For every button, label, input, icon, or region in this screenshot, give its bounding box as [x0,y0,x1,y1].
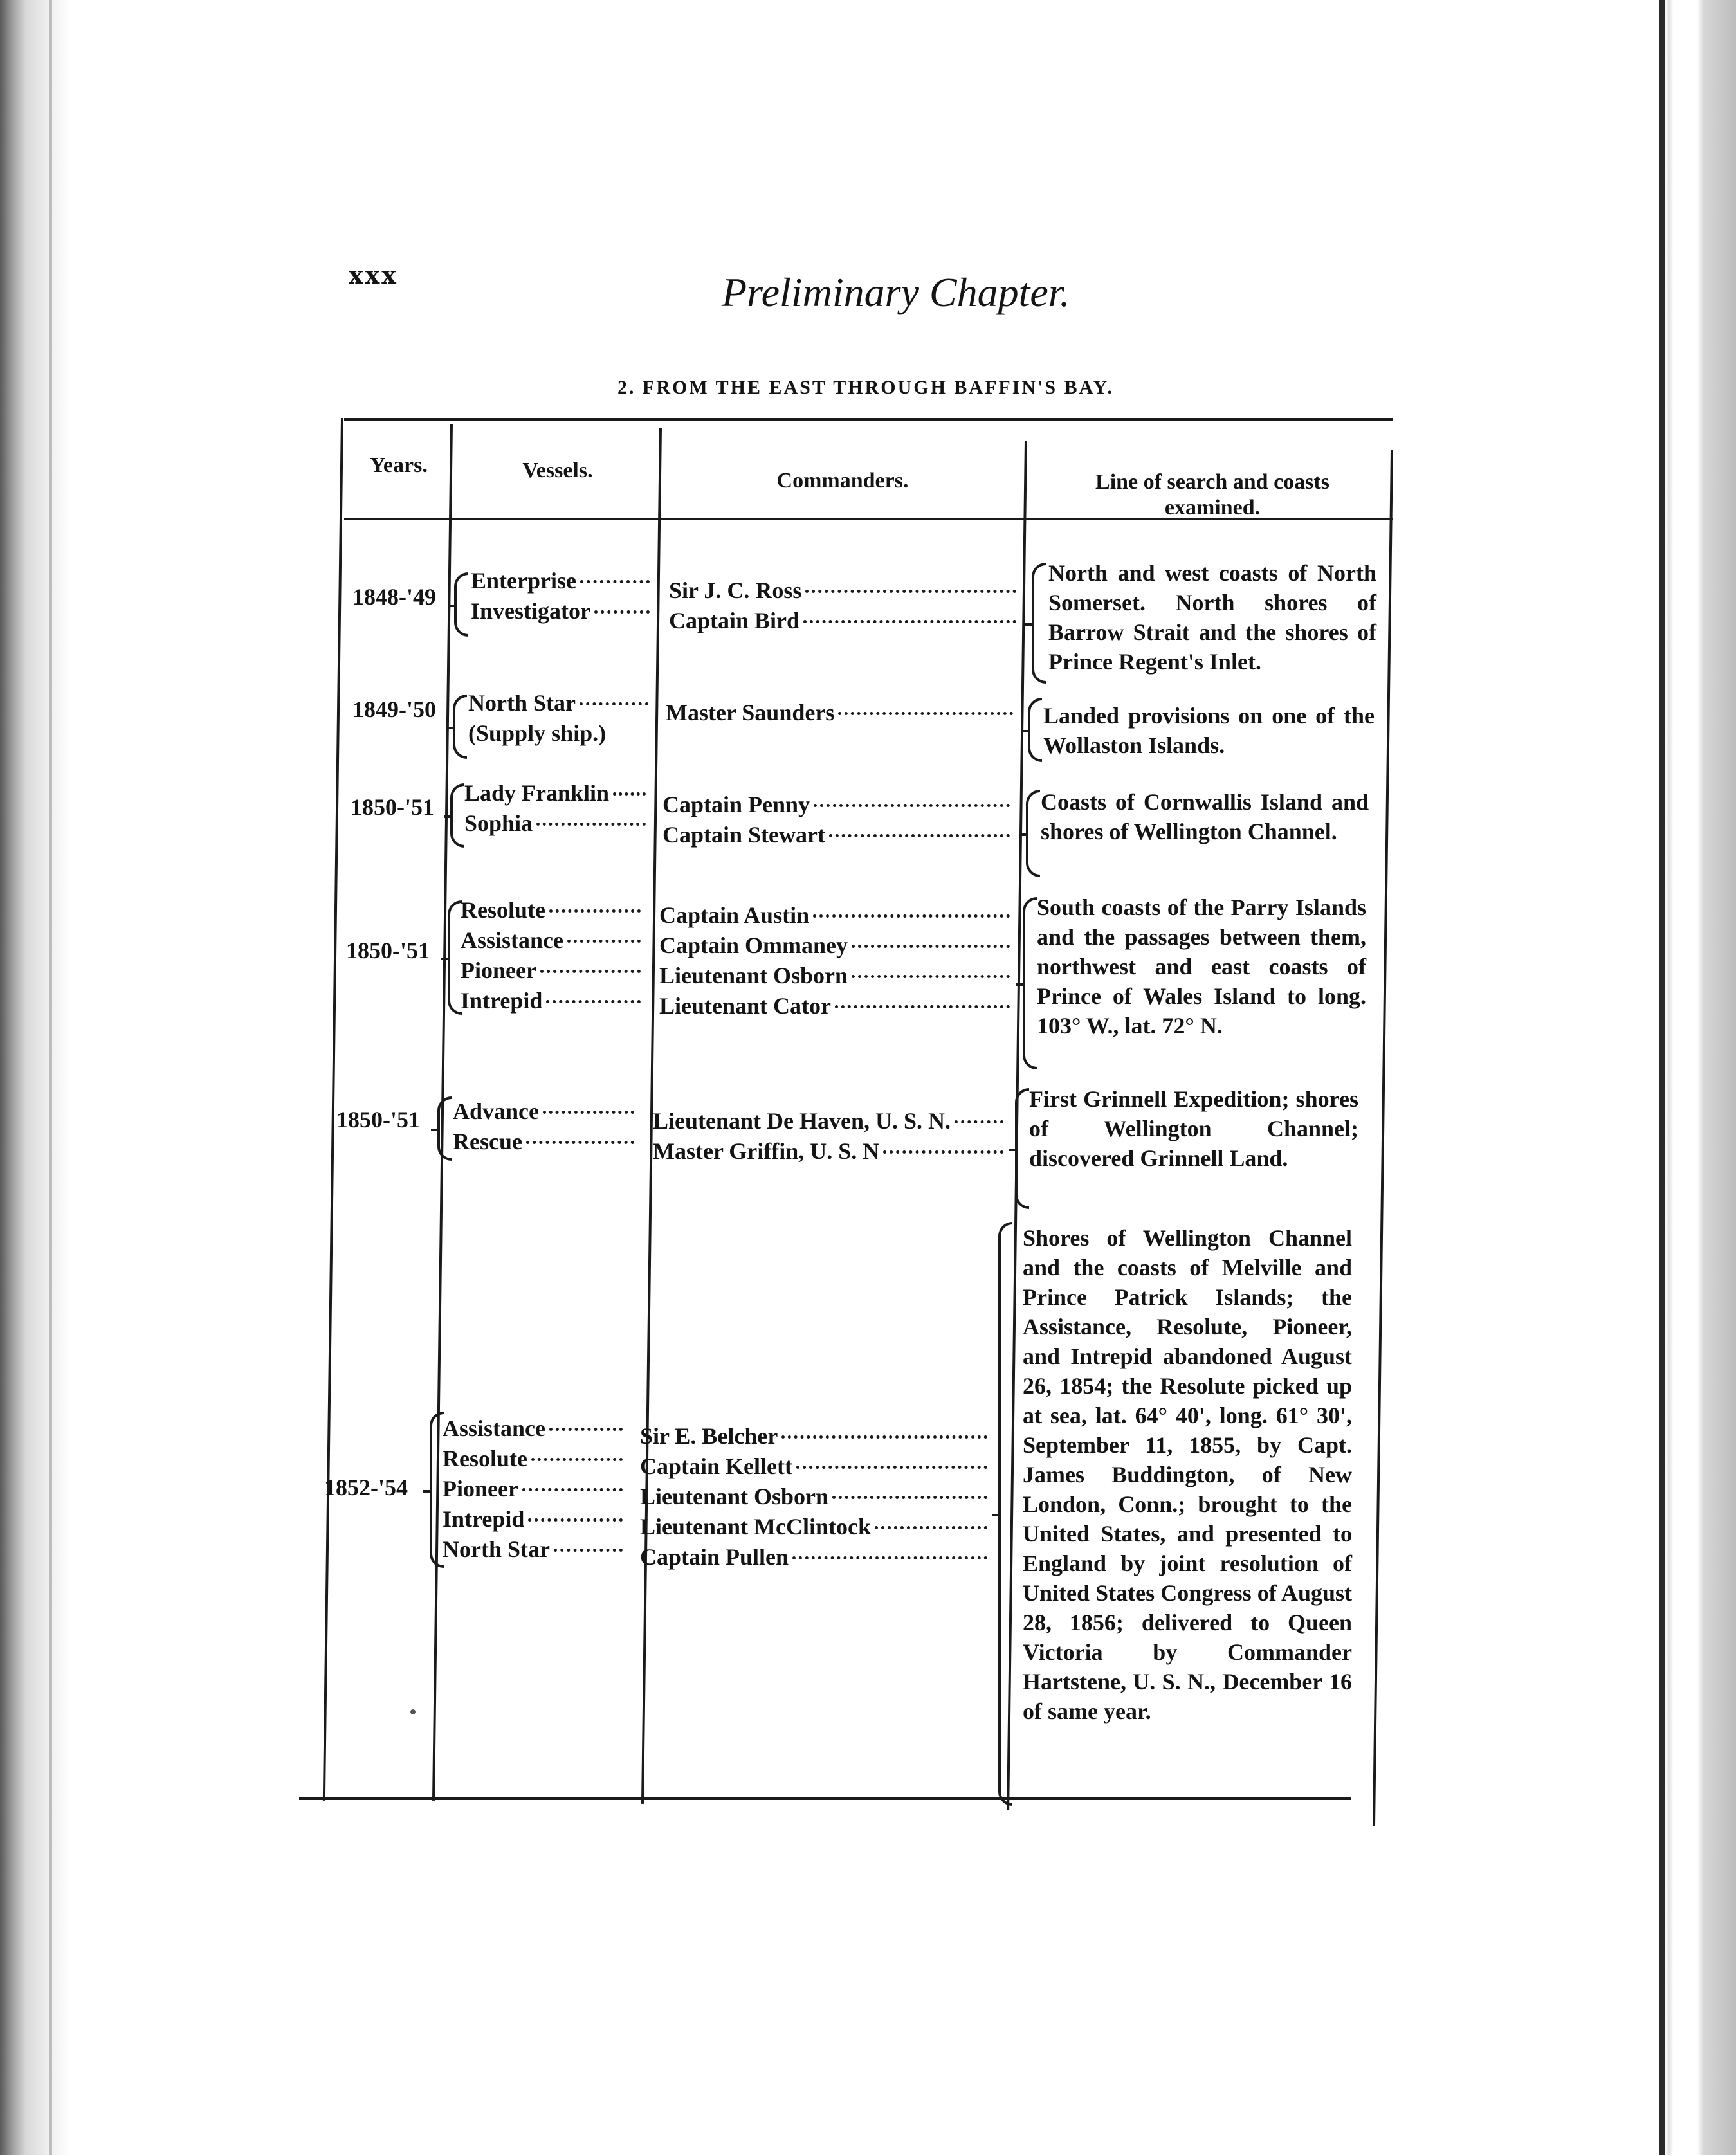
list-item: Sophia [464,808,646,839]
remark-brace [1023,897,1037,1069]
vessel-brace [430,1412,444,1568]
scan-speck [410,1709,416,1714]
section-title: 2. FROM THE EAST THROUGH BAFFIN'S BAY. [617,377,1114,398]
vessel-list [443,1414,623,1565]
remark-brace [1026,790,1040,877]
list-item: Intrepid [443,1504,623,1534]
list-item: Assistance [443,1414,623,1444]
list-item: Resolute [461,895,641,925]
list-item: Captain Kellett [640,1451,987,1482]
list-item: Intrepid [461,986,641,1016]
page-folio: xxx [349,260,398,289]
scan-right-page-edge [1659,0,1665,2155]
vessel-brace [448,900,462,1015]
commander-list [653,1106,1003,1167]
list-item: (Supply ship.) [468,720,607,746]
list-item: Captain Austin [659,900,1010,931]
list-item: Assistance [461,925,641,956]
list-item: Investigator [471,596,650,626]
year-cell: 1850-'51 [336,1107,420,1132]
table-bottom-rule [299,1797,1351,1800]
header-vessels: Vessels. [522,459,593,482]
running-head: Preliminary Chapter. [722,269,1070,315]
search-remarks: North and west coasts of North Somerset. North shores of Barrow Strait and the shores of Prince Regent's Inlet. [1048,560,1376,675]
list-item: Lieutenant Cator [659,991,1010,1021]
commander-list [640,1421,987,1572]
list-item: Advance [453,1096,634,1127]
year-cell: 1849-'50 [352,696,436,722]
remark-brace [998,1222,1012,1806]
vessel-brace [437,1096,452,1161]
vessel-list [471,566,650,626]
list-item: Lady Franklin [464,778,646,808]
year-cell: 1850-'51 [346,938,430,963]
year-cell: 1850-'51 [351,794,434,820]
list-item: Master Griffin, U. S. N [653,1136,1003,1167]
list-item: Captain Bird [669,606,1016,636]
search-remarks: First Grinnell Expedition; shores of Wellington Channel; discovered Grinnell Land. [1029,1086,1358,1171]
commander-list [669,576,1016,636]
header-line-of-search: Line of search and coasts examined. [1095,470,1329,520]
scan-right-edge [1659,0,1736,2155]
year-cell: 1852-'54 [324,1475,408,1500]
list-item: Master Saunders [666,698,1013,728]
list-item: Pioneer [461,956,641,986]
scan-left-binding-line [49,0,52,2155]
list-item: Captain Ommaney [659,931,1010,961]
vessel-brace [454,572,468,637]
list-item: North Star [443,1534,623,1565]
vessel-list [453,1096,634,1157]
list-item: Enterprise [471,566,650,596]
remark-brace [1028,698,1042,762]
year-cell: 1848-'49 [352,584,436,610]
search-remarks: South coasts of the Parry Islands and the passages between them, northwest and east coasts of Prince of Wales Island to long. 103° W., lat. 72° N. [1037,895,1366,1039]
search-remarks: Shores of Wellington Channel and the coasts of Melville and Prince Patrick Islands; the Assistance, Resolute, Pioneer, and Intrepid abandoned August 26, 1854; the Resolute picked up at sea, lat. 64° 40', long. 61° 30', September 11, 1855, by Capt. James Buddington, of New London, Conn.; brought to the United States, and presented to England by joint resolution of United States Congress of August 28, 1856; delivered to Queen Victoria by Commander Hartstene, U. S. N., December 16 of same year. [1023,1225,1352,1724]
list-item: North Star [468,688,648,718]
commander-list [659,900,1010,1021]
list-item: Resolute [443,1444,623,1474]
remark-brace [1032,563,1046,684]
list-item: Captain Stewart [662,820,1010,850]
commander-list [666,698,1013,728]
header-commanders: Commanders. [776,469,909,493]
commander-list [662,790,1010,850]
list-item: Sir E. Belcher [640,1421,987,1451]
list-item: Lieutenant McClintock [640,1512,987,1542]
vessel-list [461,895,641,1016]
list-item: Sir J. C. Ross [669,576,1016,606]
table-top-rule [344,418,1393,421]
scan-left-edge [0,0,71,2155]
header-years: Years. [370,453,428,477]
list-item: Captain Pullen [640,1542,987,1572]
search-remarks: Coasts of Cornwallis Island and shores of Wellington Channel. [1041,789,1369,844]
search-remarks: Landed provisions on one of the Wollaston Islands. [1043,703,1375,758]
list-item: Captain Penny [662,790,1010,820]
vessel-list [464,778,646,839]
list-item: Rescue [453,1127,634,1157]
list-item: Lieutenant Osborn [640,1482,987,1512]
vessel-brace [453,695,467,759]
list-item: Lieutenant Osborn [659,961,1010,991]
list-item: Pioneer [443,1474,623,1504]
vessel-list [468,688,648,749]
remark-brace [1015,1088,1029,1209]
vessel-brace [450,783,464,848]
list-item: Lieutenant De Haven, U. S. N. [653,1106,1003,1136]
